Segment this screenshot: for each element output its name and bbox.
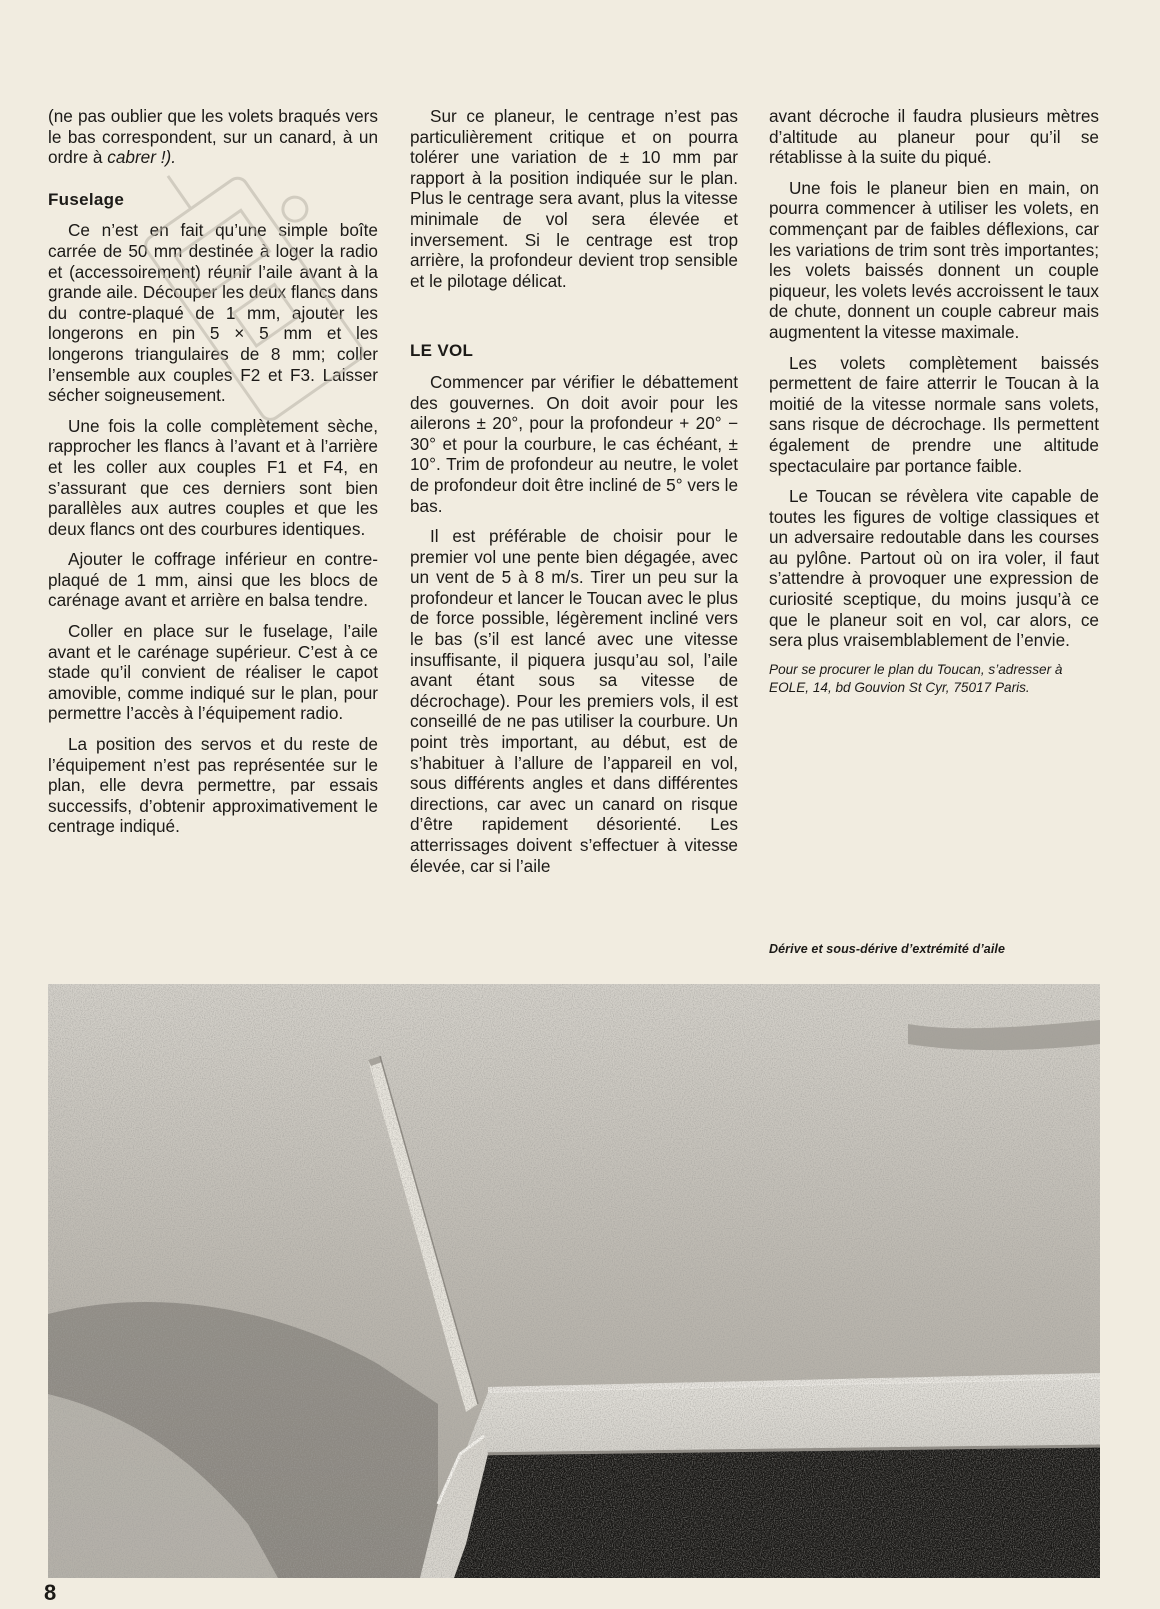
plan-source-note: Pour se procurer le plan du Toucan, s’adresser à EOLE, 14, bd Gouvion St Cyr, 75017 Paris.	[769, 661, 1063, 695]
vol-paragraph-1: Commencer par vérifier le débattement des gouvernes. On doit avoir pour les ailerons ± 20°, pour la profondeur + 20° − 30° et pour la courbure, le cas échéant, ± 10°. Trim de profondeur au neutre, le volet de profondeur doit être incliné de 5° vers le bas.	[410, 371, 738, 516]
intro-emphasis: cabrer !).	[107, 147, 177, 168]
heading-le-vol: LE VOL	[410, 341, 474, 361]
centrage-paragraph: Sur ce planeur, le centrage n’est pas particulièrement critique et on pourra tolérer une variation de ± 10 mm par rapport à la position indiquée sur le plan. Plus le centrage sera avant, plus la vitesse minimale de vol sera élevée et inversement. Si le centrage est trop arrière, la profondeur devient trop sensible et le pilotage délicat.	[410, 106, 738, 291]
photo-caption: Dérive et sous-dérive d’extrémité d’aile	[769, 942, 1006, 956]
photo-wingtip-fin	[48, 984, 1100, 1578]
vol-paragraph-4: Une fois le planeur bien en main, on pourra commencer à utiliser les volets, en commençant par de faibles déflexions, car les variations de trim sont très importantes; les volets baissés donnent un couple piqueur, les volets levés accroissent le taux de chute, donnent un couple cabreur mais augmentent la vitesse maximale.	[769, 177, 1099, 342]
vol-paragraph-5: Les volets complètement baissés permettent de faire atterrir le Toucan à la moitié de la vitesse normale sans volets, sans risque de décrochage. Ils permettent également de prendre une altitude spectaculaire par portance faible.	[769, 352, 1099, 476]
intro-text: (ne pas oublier que les volets braqués vers le bas correspondent, sur un canard, à un ordre à	[48, 106, 378, 168]
fuselage-paragraph-1: Ce n’est en fait qu’une simple boîte carrée de 50 mm destinée à loger la radio et (accessoirement) réunir l’aile avant à la grande aile. Découper les deux flancs dans du contre-plaqué de 1 mm, ajouter les longerons en pin 5 × 5 mm et les longerons triangulaires de 8 mm; coller l’ensemble aux couples F2 et F3. Laisser sécher soigneusement.	[48, 220, 378, 406]
page-number: 8	[44, 1580, 57, 1605]
text-column-2	[410, 106, 738, 886]
intro-paragraph	[48, 106, 378, 168]
vol-paragraph-6: Le Toucan se révèlera vite capable de toutes les figures de voltige classiques et un adversaire redoutable dans les courses au pylône. Partout où on ira voler, il faut s’attendre à provoquer une expression de curiosité sceptique, du moins jusqu’à ce que le planeur soit en vol, car alors, ce sera plus vraisemblablement de l’envie.	[769, 486, 1099, 651]
heading-fuselage: Fuselage	[48, 189, 125, 209]
fuselage-paragraph-2: Une fois la colle complètement sèche, rapprocher les flancs à l’avant et à l’arrière et les coller aux couples F1 et F4, en s’assurant que ces derniers sont bien parallèles aux autres couples et que les deux flancs ont des courbures identiques.	[48, 415, 378, 539]
fuselage-paragraph-4: Coller en place sur le fuselage, l’aile avant et le carénage supérieur. C’est à ce stade qu’il convient de réaliser le capot amovible, comme indiqué sur le plan, pour permettre l’accès à l’équipement radio.	[48, 621, 378, 724]
text-column-3	[769, 106, 1099, 707]
fuselage-paragraph-5: La position des servos et du reste de l’équipement n’est pas représentée sur le plan, elle devra permettre, par essais successifs, d’obtenir approximativement le centrage indiqué.	[48, 734, 378, 837]
text-column-1	[48, 106, 378, 847]
vol-paragraph-3: avant décroche il faudra plusieurs mètres d’altitude au planeur pour qu’il se rétablisse à la suite du piqué.	[769, 106, 1099, 168]
fuselage-paragraph-3: Ajouter le coffrage inférieur en contre-plaqué de 1 mm, ainsi que les blocs de carénage avant et arrière en balsa tendre.	[48, 549, 378, 611]
vol-paragraph-2: Il est préférable de choisir pour le premier vol une pente bien dégagée, avec un vent de 5 à 8 m/s. Tirer un peu sur la profondeur et lancer le Toucan avec le plus de force possible, légèrement incliné vers le bas (s’il est lancé avec une vitesse insuffisante, il piquera jusqu’au sol, l’aile avant étant sous sa vitesse de décrochage). Pour les premiers vols, il est conseillé de ne pas utiliser la courbure. Un point très important, au début, est de s’habituer à l’allure de l’appareil en vol, sous différents angles et dans différentes directions, car avec un canard on risque d’être rapidement désorienté. Les atterrissages doivent s’effectuer à vitesse élevée, car si l’aile	[410, 526, 738, 876]
